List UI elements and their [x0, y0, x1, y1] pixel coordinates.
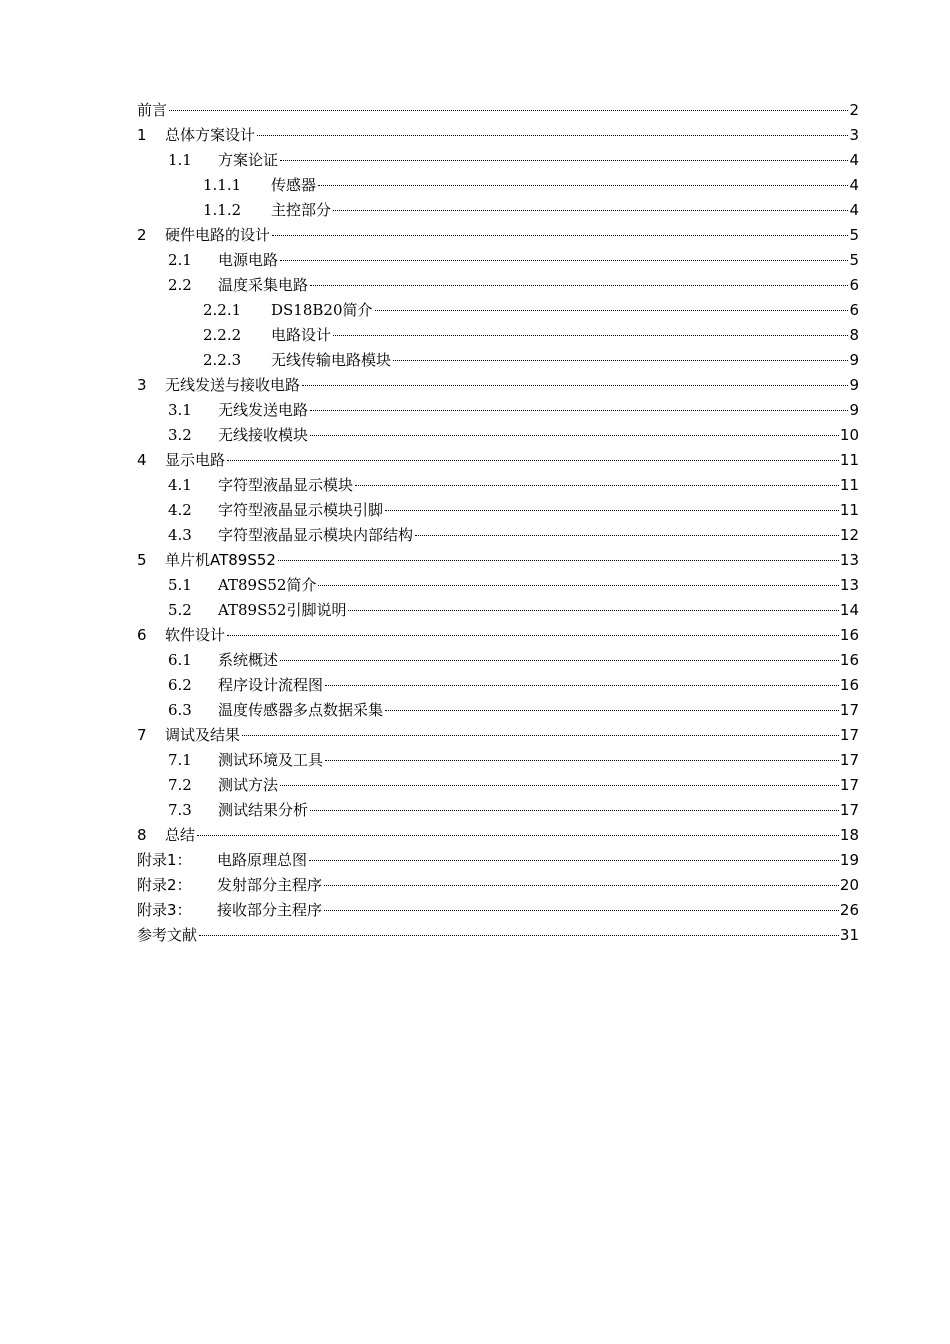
toc-entry-number: 7.2 [168, 776, 192, 794]
toc-entry-title: 显示电路 [165, 451, 226, 469]
dot-leader [325, 685, 839, 686]
toc-entry-title: 单片机AT89S52 [165, 551, 276, 569]
toc-entry-title: 字符型液晶显示模块 [218, 476, 354, 494]
toc-entry-page: 8 [849, 326, 859, 344]
toc-entry[interactable] [137, 323, 859, 348]
toc-entry[interactable] [137, 173, 859, 198]
toc-entry-number: 3 [137, 376, 147, 394]
toc-entry[interactable] [137, 423, 859, 448]
dot-leader [375, 310, 849, 311]
table-of-contents [137, 98, 859, 948]
toc-entry-number: 2 [137, 226, 147, 244]
toc-entry-page: 16 [839, 651, 859, 669]
toc-entry[interactable] [137, 598, 859, 623]
dot-leader [272, 235, 848, 236]
toc-entry-page: 5 [849, 226, 859, 244]
toc-entry-page: 6 [849, 301, 859, 319]
dot-leader [310, 285, 848, 286]
toc-entry-page: 19 [839, 851, 859, 869]
toc-entry[interactable] [137, 223, 859, 248]
dot-leader [318, 185, 848, 186]
toc-entry[interactable] [137, 198, 859, 223]
dot-leader [324, 885, 839, 886]
toc-entry-number: 2.2.3 [203, 351, 242, 369]
toc-entry-number: 4.1 [168, 476, 192, 494]
toc-entry-number: 5.1 [168, 576, 192, 594]
toc-entry-page: 3 [849, 126, 859, 144]
toc-entry-page: 10 [839, 426, 859, 444]
toc-entry-number: 5.2 [168, 601, 192, 619]
toc-entry[interactable] [137, 248, 859, 273]
toc-entry-page: 9 [849, 401, 859, 419]
toc-entry-title: 温度采集电路 [218, 276, 309, 294]
toc-entry-title: 测试环境及工具 [218, 751, 324, 769]
toc-entry-number: 2.2.2 [203, 326, 242, 344]
dot-leader [242, 735, 839, 736]
toc-entry[interactable] [137, 898, 859, 923]
dot-leader [302, 385, 848, 386]
toc-entry-title: 温度传感器多点数据采集 [218, 701, 384, 719]
toc-entry-title: 参考文献 [137, 926, 198, 944]
toc-entry-title: 接收部分主程序 [217, 901, 323, 919]
dot-leader [280, 260, 848, 261]
toc-entry[interactable] [137, 373, 859, 398]
toc-entry-page: 16 [839, 676, 859, 694]
toc-entry[interactable] [137, 298, 859, 323]
toc-entry[interactable] [137, 448, 859, 473]
dot-leader [227, 635, 839, 636]
toc-entry-title: AT89S52简介 [218, 576, 317, 594]
toc-entry[interactable] [137, 523, 859, 548]
toc-entry-page: 26 [839, 901, 859, 919]
toc-entry-page: 11 [839, 501, 859, 519]
toc-entry-title: 总结 [165, 826, 196, 844]
toc-entry-number: 6 [137, 626, 147, 644]
toc-entry[interactable] [137, 123, 859, 148]
dot-leader [310, 435, 839, 436]
toc-entry-number: 4.2 [168, 501, 192, 519]
toc-entry-title: AT89S52引脚说明 [218, 601, 347, 619]
toc-entry-title: 电源电路 [218, 251, 279, 269]
toc-entry-page: 5 [849, 251, 859, 269]
dot-leader [310, 410, 848, 411]
dot-leader [278, 560, 839, 561]
toc-entry-number: 附录2： [137, 876, 192, 894]
toc-entry-page: 17 [839, 701, 859, 719]
toc-entry-title: 测试方法 [218, 776, 279, 794]
toc-entry-number: 6.1 [168, 651, 192, 669]
toc-entry-page: 11 [839, 476, 859, 494]
toc-entry-title: 字符型液晶显示模块内部结构 [218, 526, 414, 544]
toc-entry-number: 7.3 [168, 801, 192, 819]
toc-entry-number: 7.1 [168, 751, 192, 769]
toc-entry-page: 11 [839, 451, 859, 469]
toc-entry[interactable] [137, 548, 859, 573]
toc-entry-title: 无线发送电路 [218, 401, 309, 419]
dot-leader [280, 660, 839, 661]
toc-entry[interactable] [137, 748, 859, 773]
toc-entry-title: 电路设计 [271, 326, 332, 344]
toc-entry-title: 软件设计 [165, 626, 226, 644]
toc-entry-number: 6.3 [168, 701, 192, 719]
toc-entry[interactable] [137, 723, 859, 748]
toc-entry[interactable] [137, 398, 859, 423]
toc-entry[interactable] [137, 798, 859, 823]
toc-entry-title: 无线发送与接收电路 [165, 376, 301, 394]
toc-entry-number: 1.1.1 [203, 176, 242, 194]
toc-entry-page: 14 [839, 601, 859, 619]
dot-leader [318, 585, 838, 586]
toc-entry-page: 9 [849, 351, 859, 369]
toc-entry-title: 硬件电路的设计 [165, 226, 271, 244]
dot-leader [199, 935, 839, 936]
toc-entry-page: 6 [849, 276, 859, 294]
toc-entry-number: 3.2 [168, 426, 192, 444]
toc-entry-title: 总体方案设计 [165, 126, 256, 144]
dot-leader [393, 360, 848, 361]
toc-entry-number: 2.2.1 [203, 301, 242, 319]
toc-entry[interactable] [137, 773, 859, 798]
toc-entry-number: 8 [137, 826, 147, 844]
toc-entry-number: 2.1 [168, 251, 192, 269]
toc-entry-number: 4 [137, 451, 147, 469]
toc-entry[interactable] [137, 573, 859, 598]
dot-leader [280, 785, 839, 786]
toc-entry-title: 程序设计流程图 [218, 676, 324, 694]
toc-entry-title: 传感器 [271, 176, 317, 194]
dot-leader [333, 335, 848, 336]
toc-entry[interactable] [137, 673, 859, 698]
toc-entry-page: 2 [849, 101, 859, 119]
toc-entry[interactable] [137, 148, 859, 173]
toc-entry-title: 无线传输电路模块 [271, 351, 392, 369]
dot-leader [309, 860, 839, 861]
toc-entry-page: 9 [849, 376, 859, 394]
toc-entry-title: 系统概述 [218, 651, 279, 669]
dot-leader [310, 810, 839, 811]
toc-entry-number: 1.1.2 [203, 201, 242, 219]
toc-entry-title: 前言 [137, 101, 168, 119]
toc-entry-page: 17 [839, 726, 859, 744]
toc-entry-page: 18 [839, 826, 859, 844]
dot-leader [355, 485, 839, 486]
toc-entry-number: 附录1： [137, 851, 192, 869]
toc-entry-title: 主控部分 [271, 201, 332, 219]
toc-entry-title: 方案论证 [218, 151, 279, 169]
toc-entry-title: 测试结果分析 [218, 801, 309, 819]
toc-entry[interactable] [137, 848, 859, 873]
toc-entry-title: 无线接收模块 [218, 426, 309, 444]
toc-entry-page: 20 [839, 876, 859, 894]
dot-leader [325, 760, 839, 761]
dot-leader [257, 135, 848, 136]
dot-leader [385, 510, 839, 511]
toc-entry-title: DS18B20简介 [271, 301, 373, 319]
dot-leader [415, 535, 839, 536]
toc-entry-title: 发射部分主程序 [217, 876, 323, 894]
toc-entry-page: 4 [849, 201, 859, 219]
dot-leader [324, 910, 839, 911]
toc-entry[interactable] [137, 473, 859, 498]
toc-entry[interactable] [137, 623, 859, 648]
toc-entry-number: 附录3： [137, 901, 192, 919]
toc-entry-page: 13 [839, 551, 859, 569]
toc-entry-page: 31 [839, 926, 859, 944]
toc-entry-page: 4 [849, 176, 859, 194]
toc-entry-page: 4 [849, 151, 859, 169]
dot-leader [333, 210, 848, 211]
toc-entry[interactable] [137, 648, 859, 673]
toc-entry-number: 7 [137, 726, 147, 744]
toc-entry[interactable] [137, 873, 859, 898]
dot-leader [280, 160, 848, 161]
toc-entry[interactable] [137, 348, 859, 373]
dot-leader [385, 710, 839, 711]
toc-entry-number: 1.1 [168, 151, 192, 169]
toc-entry-number: 6.2 [168, 676, 192, 694]
toc-entry-title: 字符型液晶显示模块引脚 [218, 501, 384, 519]
toc-entry-number: 3.1 [168, 401, 192, 419]
toc-entry[interactable] [137, 698, 859, 723]
toc-entry[interactable] [137, 273, 859, 298]
toc-entry-page: 17 [839, 751, 859, 769]
toc-entry-number: 5 [137, 551, 147, 569]
toc-entry-page: 12 [839, 526, 859, 544]
toc-entry-page: 17 [839, 801, 859, 819]
toc-entry-page: 16 [839, 626, 859, 644]
toc-entry[interactable] [137, 823, 859, 848]
toc-entry-number: 1 [137, 126, 147, 144]
dot-leader [197, 835, 839, 836]
toc-entry-title: 调试及结果 [165, 726, 241, 744]
toc-entry[interactable] [137, 98, 859, 123]
toc-entry[interactable] [137, 923, 859, 948]
toc-entry-number: 4.3 [168, 526, 192, 544]
dot-leader [227, 460, 839, 461]
dot-leader [169, 110, 848, 111]
toc-entry-page: 13 [839, 576, 859, 594]
dot-leader [348, 610, 838, 611]
toc-entry-page: 17 [839, 776, 859, 794]
toc-entry[interactable] [137, 498, 859, 523]
toc-entry-title: 电路原理总图 [217, 851, 308, 869]
toc-entry-number: 2.2 [168, 276, 192, 294]
